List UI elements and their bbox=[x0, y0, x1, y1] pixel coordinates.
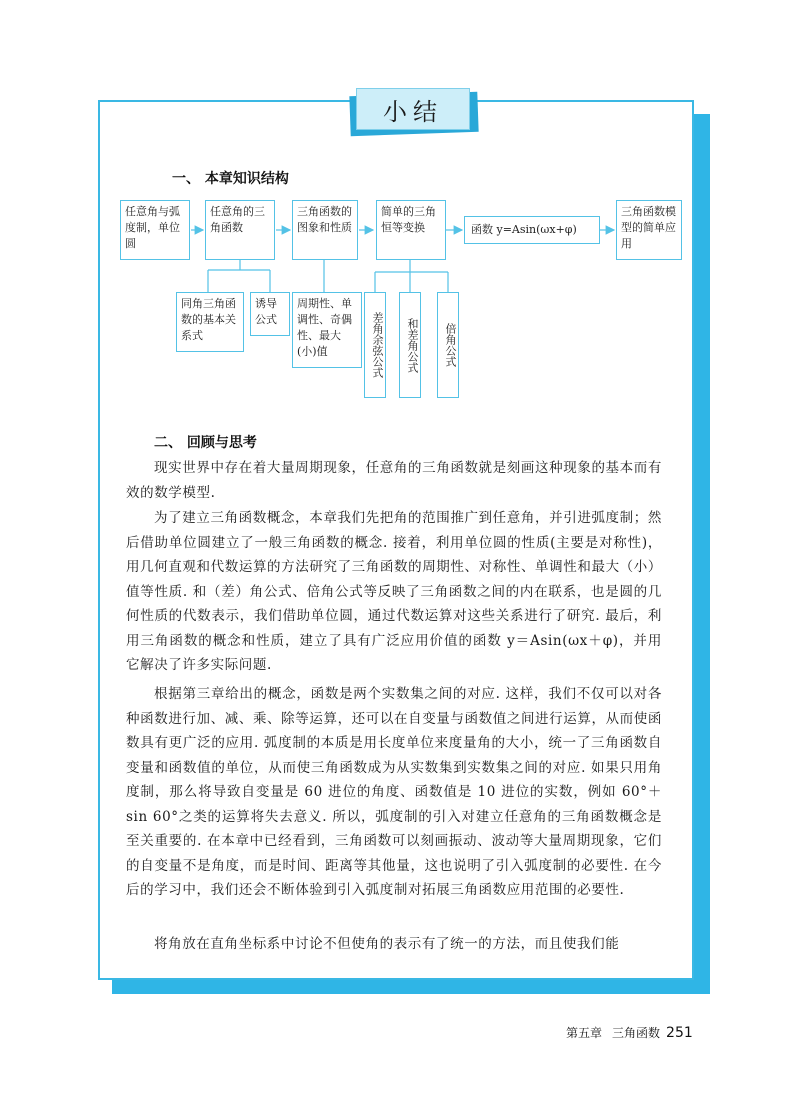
node-trig-model-application: 三角函数模型的简单应用 bbox=[616, 200, 682, 260]
branch-node-4 bbox=[375, 260, 448, 292]
paragraph-4: 将角放在直角坐标系中讨论不但使角的表示有了统一的方法，而且使我们能 bbox=[154, 936, 620, 952]
paragraph-2: 为了建立三角函数概念，本章我们先把角的范围推广到任意角，并引进弧度制；然后借助单位圆建立了一般三角函数的概念. 接着，利用单位圆的性质(主要是对称性)，用几何直观和代数运算的方法研究了三角函数的周期性、对称性、单调性和最大（小）值等性质. 和（差）角公式、倍角公式等反映了三角函数之间的内在联系，也是圆的几何性质的代数表示，我们借助单位圆，通过代数运算对这些关系进行了研究. 最后，利用三角函数的概念和性质，建立了具有广泛应用价值的函数 y＝Asin(ωx＋φ)，并用它解决了许多实际问题. bbox=[126, 510, 662, 673]
page-footer bbox=[566, 1024, 693, 1041]
footer-chapter: 第五章 bbox=[566, 1026, 603, 1040]
paragraph-3: 根据第三章给出的概念，函数是两个实数集之间的对应. 这样，我们不仅可以对各种函数进行加、减、乘、除等运算，还可以在自变量与函数值之间进行运算，从而使函数具有更广泛的应用. 弧度制的本质是用长度单位来度量角的大小，统一了三角函数自变量和函数值的单位，从而使三角函数成为从实数集到实数集之间的对应. 如果只用角度制，那么将导致自变量是 60 进位的角度、函数值是 10 进位的实数，例如 60°＋sin 60°之类的运算将失去意义. 所以，弧度制的引入对建立任意角的三角函数概念是至关重要的. 在本章中已经看到，三角函数可以刻画振动、波动等大量周期现象，它们的自变量不是角度，而是时间、距离等其他量，这也说明了引入弧度制的必要性. 在今后的学习中，我们还会不断体验到引入弧度制对拓展三角函数应用范围的必要性. bbox=[126, 686, 662, 898]
node-trig-functions-of-any-angle: 任意角的三角函数 bbox=[205, 200, 275, 260]
node-sum-difference-formulas: 和差角公式 bbox=[399, 292, 421, 398]
branch-node-2 bbox=[208, 260, 270, 292]
node-trig-graph-properties: 三角函数的图象和性质 bbox=[292, 200, 358, 260]
node-same-angle-relations: 同角三角函数的基本关系式 bbox=[176, 292, 244, 352]
page-number: 251 bbox=[666, 1025, 693, 1041]
section-heading-structure: 一、 本章知识结构 bbox=[172, 171, 289, 187]
paragraph-1: 现实世界中存在着大量周期现象，任意角的三角函数就是刻画这种现象的基本而有效的数学模型. bbox=[126, 460, 662, 501]
node-function-asin: 函数 y=Asin(ωx+φ) bbox=[464, 216, 600, 244]
node-periodicity-properties: 周期性、单调性、奇偶性、最大(小)值 bbox=[292, 292, 362, 368]
node-induction-formulas: 诱导公式 bbox=[250, 292, 290, 336]
page-title: 小结 bbox=[356, 88, 470, 130]
node-difference-angle-cosine: 差角余弦公式 bbox=[364, 292, 386, 398]
section-heading-review: 二、 回顾与思考 bbox=[154, 435, 257, 451]
node-simple-trig-identities: 简单的三角恒等变换 bbox=[376, 200, 446, 260]
node-double-angle-formulas: 倍角公式 bbox=[437, 292, 459, 398]
node-arbitrary-angle-radian: 任意角与弧度制，单位圆 bbox=[120, 200, 190, 260]
footer-chapter-title: 三角函数 bbox=[612, 1026, 661, 1040]
